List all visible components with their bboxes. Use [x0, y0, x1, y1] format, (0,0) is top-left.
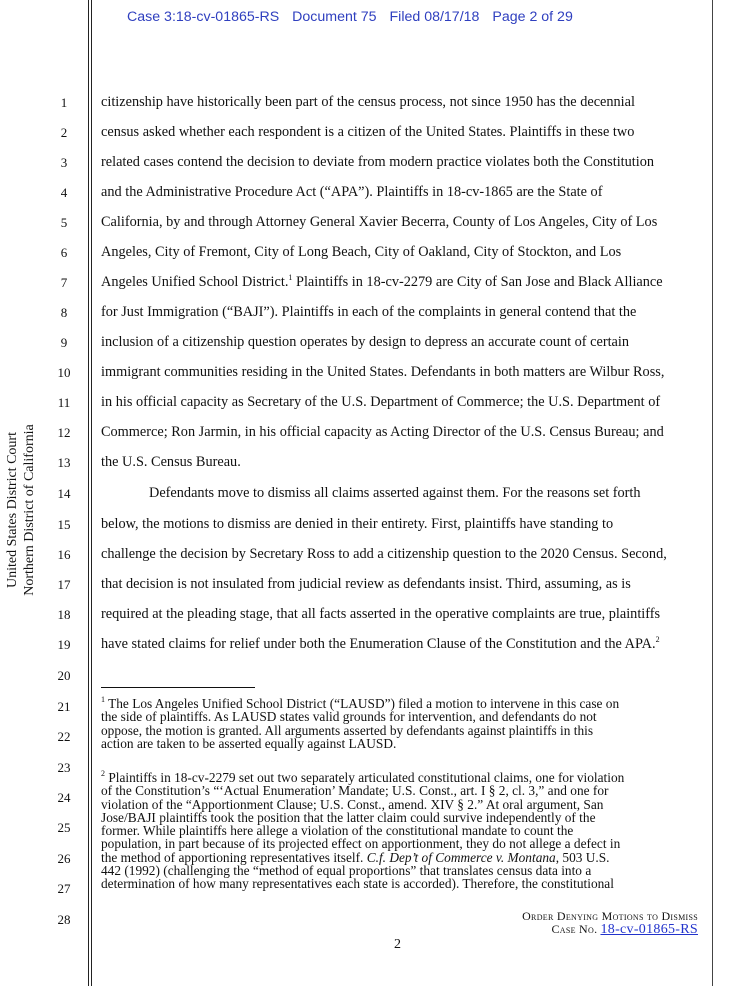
line-number: 22 — [57, 729, 71, 744]
line-number: 28 — [57, 912, 71, 927]
line-number: 3 — [60, 155, 68, 170]
footnote-2-line-2: of the Constitution’s “‘Actual Enumeration’ Mandate; U.S. Const., art. I § 2, cl. 3,” and one for — [101, 783, 609, 799]
footnote-2-line-8: 442 (1992) (challenging the “method of equal proportions” that translates census data into a — [101, 863, 592, 879]
line-number: 9 — [60, 335, 68, 350]
line-number: 13 — [57, 455, 71, 470]
line-number: 21 — [57, 699, 71, 714]
page-number: 2 — [394, 937, 401, 952]
footnote-2-line-3: violation of the “Apportionment Clause; U.S. Const., amend. XIV § 2.” At oral argument, San — [101, 796, 604, 812]
line-number: 14 — [57, 486, 71, 501]
body-line: Angeles, City of Fremont, City of Long Beach, City of Oakland, City of Stockton, and Los — [101, 244, 622, 260]
body-line: and the Administrative Procedure Act (“APA”). Plaintiffs in 18-cv-1865 are the State of — [101, 184, 603, 200]
line-number: 6 — [60, 245, 68, 260]
footnote-ref-2[interactable]: 2 — [655, 635, 660, 644]
body-line: inclusion of a citizenship question operates by design to depress an accurate count of certain — [101, 334, 630, 350]
body-line: that decision is not insulated from judicial review as defendants insist. Third, assuming, as is — [101, 576, 631, 592]
header-filed: Filed 08/17/18 — [389, 9, 480, 25]
footnote-2-line-7: the method of apportioning representatives itself. C.f. Dep’t of Commerce v. Montana, 503 U.S. — [101, 849, 610, 865]
header-page: Page 2 of 29 — [492, 9, 573, 25]
line-number: 10 — [57, 365, 71, 380]
footnote-ref-1[interactable]: 1 — [288, 273, 293, 282]
line-number: 2 — [60, 125, 68, 140]
body-line: Commerce; Ron Jarmin, in his official capacity as Acting Director of the U.S. Census Bureau; and — [101, 424, 664, 440]
header-case: Case 3:18-cv-01865-RS — [127, 9, 280, 25]
body-line-7-end: Plaintiffs in 18-cv-2279 are City of San Jose and Black Alliance — [292, 274, 663, 290]
footnote-separator — [101, 687, 255, 688]
body-line: immigrant communities residing in the United States. Defendants in both matters are Wilbur Ross, — [101, 364, 665, 380]
line-number: 20 — [57, 668, 71, 683]
footnote-1 — [101, 697, 701, 750]
line-number: 25 — [57, 820, 71, 835]
case-citation: C.f. Dep’t of Commerce v. Montana — [366, 849, 556, 865]
body-line-19-text: have stated claims for relief under both the Enumeration Clause of the Constitution and the APA. — [101, 636, 656, 652]
body-line: related cases contend the decision to deviate from modern practice violates both the Constitution — [101, 154, 655, 170]
right-margin-rule — [712, 0, 713, 986]
line-number: 16 — [57, 547, 71, 562]
body-line-7-start: Angeles Unified School District. — [101, 274, 289, 290]
body-line: for Just Immigration (“BAJI”). Plaintiffs in each of the complaints in general contend that the — [101, 304, 637, 320]
line-number: 7 — [60, 275, 68, 290]
body-line-footnote-1 — [101, 275, 699, 289]
footnote-2-marker: 2 — [101, 769, 105, 778]
body-line: the U.S. Census Bureau. — [101, 454, 241, 470]
line-number: 27 — [57, 881, 71, 896]
body-line-indented: Defendants move to dismiss all claims asserted against them. For the reasons set forth — [149, 485, 641, 501]
footnote-1-line-3: oppose, the motion is granted. All arguments asserted by defendants against plaintiffs in this — [101, 722, 594, 738]
body-line-footnote-2 — [101, 637, 699, 651]
line-number: 24 — [57, 790, 71, 805]
body-line: required at the pleading stage, that all facts asserted in the operative complaints are true, plaintiffs — [101, 606, 661, 622]
left-margin-rule-1 — [88, 0, 89, 986]
court-label — [4, 390, 40, 630]
footnote-2-line-9: determination of how many representatives each state is accorded). Therefore, the constitutional — [101, 876, 614, 892]
line-number: 12 — [57, 425, 71, 440]
body-line: census asked whether each respondent is a citizen of the United States. Plaintiffs in these two — [101, 124, 635, 140]
footnote-1-line-4: action are taken to be asserted equally against LAUSD. — [101, 735, 397, 751]
line-number: 19 — [57, 637, 71, 652]
header-document: Document 75 — [292, 9, 377, 25]
document-header — [127, 9, 687, 25]
footnote-2-line-6: population, in part because of its projected effect on apportionment, they do not allege a defect in — [101, 836, 621, 852]
body-line: California, by and through Attorney General Xavier Becerra, County of Los Angeles, City of Los — [101, 214, 658, 230]
line-number: 18 — [57, 607, 71, 622]
left-margin-rule-2 — [91, 0, 92, 986]
line-number: 11 — [57, 395, 71, 410]
line-number: 5 — [60, 215, 68, 230]
footnote-1-line-2: the side of plaintiffs. As LAUSD states valid grounds for intervention, and defendants do not — [101, 709, 597, 725]
footnote-2 — [101, 771, 701, 891]
line-number: 8 — [60, 305, 68, 320]
footer-case — [551, 922, 698, 938]
line-number: 4 — [60, 185, 68, 200]
line-number: 26 — [57, 851, 71, 866]
body-line: below, the motions to dismiss are denied in their entirety. First, plaintiffs have standing to — [101, 516, 614, 532]
footnote-2-line-1: $^2$ Plaintiffs in 18-cv-2279 set out two separately articulated constitutional claims, one for violation — [101, 769, 625, 785]
court-label-line-2: Northern District of California — [22, 424, 37, 596]
body-line: challenge the decision by Secretary Ross to add a citizenship question to the 2020 Census. Second, — [101, 546, 667, 562]
footer-title: Order Denying Motions to Dismiss — [522, 909, 698, 923]
case-number-link[interactable]: 18-cv-01865-RS — [600, 922, 698, 937]
footnote-1-line-1: $^1$ The Los Angeles Unified School District (“LAUSD”) filed a motion to intervene in this case on — [101, 695, 620, 711]
body-line: in his official capacity as Secretary of the U.S. Department of Commerce; the U.S. Department of — [101, 394, 661, 410]
footnote-1-marker: 1 — [101, 695, 105, 704]
body-line: citizenship have historically been part of the census process, not since 1950 has the decennial — [101, 94, 635, 110]
footnote-2-line-4: Jose/BAJI plaintiffs took the position that the latter claim could survive independently of the — [101, 809, 596, 825]
line-number: 17 — [57, 577, 71, 592]
line-number: 23 — [57, 760, 71, 775]
footer-case-label: Case No. — [551, 922, 598, 936]
footnote-2-line-5: former. While plaintiffs here allege a violation of the constitutional mandate to count the — [101, 823, 574, 839]
court-label-line-1: United States District Court — [5, 432, 20, 588]
line-number: 15 — [57, 517, 71, 532]
line-number: 1 — [60, 95, 68, 110]
